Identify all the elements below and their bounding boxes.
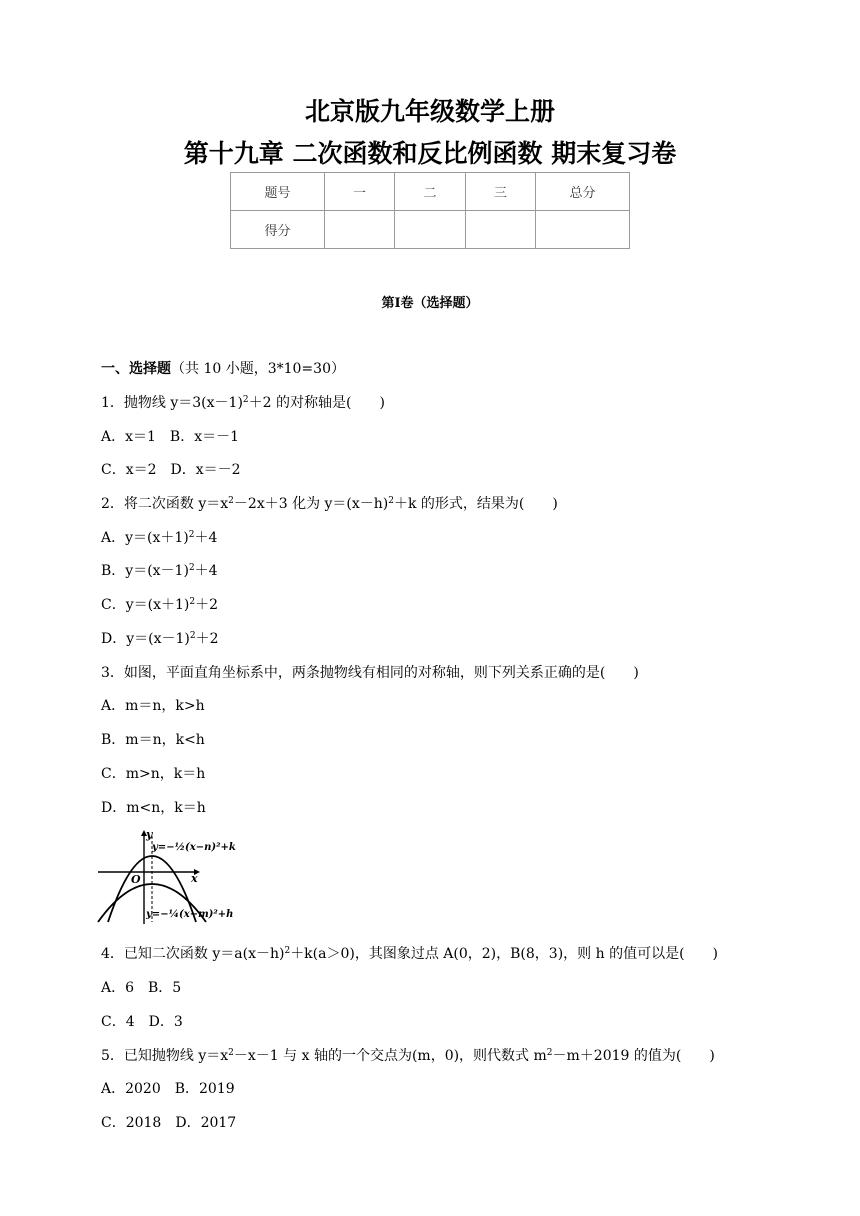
q2-option-b-pre: B．y＝(x－1) [101, 563, 189, 579]
q2-stem-b: －2x＋3 化为 y＝(x－h) [233, 496, 389, 512]
cell-blank [536, 211, 630, 249]
axis-label-x: x [191, 872, 198, 885]
q2-option-b-post: ＋4 [194, 563, 218, 579]
q2-option-a-pre: A．y＝(x＋1) [101, 530, 189, 546]
q4-stem-b: ＋k(a＞0)，其图象过点 A(0，2)，B(8，3)，则 h 的值可以是( ) [290, 946, 719, 962]
superscript: 2 [546, 1048, 553, 1058]
axis-label-y: y [146, 828, 153, 841]
q2-stem-c: ＋k 的形式，结果为( ) [394, 496, 558, 512]
q2-option-c-post: ＋2 [195, 597, 219, 613]
q2-option-c [101, 596, 218, 614]
q2-option-c-pre: C．y＝(x＋1) [101, 597, 190, 613]
q1-stem-b: ＋2 的对称轴是( ) [248, 395, 385, 411]
q5-stem-b: －x－1 与 x 轴的一个交点为(m，0)，则代数式 m [233, 1048, 547, 1064]
score-table [230, 172, 630, 249]
q3-option-d: D．m<n，k＝h [101, 800, 206, 816]
q2-stem-a: 2．将二次函数 y＝x [101, 496, 229, 512]
cell-header: 一 [325, 173, 395, 211]
q5-stem-c: －m＋2019 的值为( ) [552, 1048, 715, 1064]
q1-options-cd: C．x＝2 D．x＝－2 [101, 462, 241, 478]
doc-title: 北京版九年级数学上册 [304, 97, 555, 126]
section-title: 第Ⅰ卷（选择题） [381, 296, 479, 311]
q5-stem [101, 1047, 715, 1065]
q2-option-a-post: ＋4 [194, 530, 218, 546]
superscript: 2 [188, 563, 195, 573]
q4-stem-a: 4．已知二次函数 y＝a(x－h) [101, 946, 285, 962]
score-table-score-row [231, 211, 630, 249]
origin-label: O [131, 873, 141, 886]
q4-stem [101, 945, 718, 963]
cell-header: 二 [395, 173, 466, 211]
q2-stem [101, 495, 558, 513]
cell-blank [325, 211, 395, 249]
q4-options-cd: C．4 D．3 [101, 1014, 183, 1030]
cell-header: 三 [466, 173, 536, 211]
parabola-figure [96, 826, 266, 926]
cell-blank [395, 211, 466, 249]
superscript: 2 [228, 1048, 234, 1058]
q3-option-a: A．m＝n，k>h [101, 698, 205, 714]
q2-option-d-pre: D．y＝(x－1) [101, 631, 190, 647]
superscript: 2 [189, 631, 196, 641]
cell-header: 题号 [231, 173, 325, 211]
part-heading [101, 360, 345, 378]
q2-option-b [101, 562, 218, 580]
q1-stem [101, 394, 385, 412]
q5-stem-a: 5．已知抛物线 y＝x [101, 1048, 229, 1064]
q5-options-ab: A．2020 B．2019 [101, 1081, 235, 1097]
upper-curve-label: y=−½(x−n)²+k [152, 842, 236, 853]
q1-stem-a: 1．抛物线 y＝3(x－1) [101, 395, 243, 411]
q2-option-a [101, 529, 217, 547]
cell-header: 总分 [536, 173, 630, 211]
lower-curve-label: y=−¼(x−m)²+h [146, 909, 234, 920]
q3-stem: 3．如图，平面直角坐标系中，两条抛物线有相同的对称轴，则下列关系正确的是( ) [101, 665, 639, 681]
superscript: 2 [242, 395, 249, 405]
superscript: 2 [189, 597, 196, 607]
part-heading-label: 一、选择题 [101, 361, 171, 377]
cell-label: 得分 [231, 211, 325, 249]
superscript: 2 [188, 530, 195, 540]
q1-options-ab: A．x＝1 B．x＝－1 [101, 429, 240, 445]
cell-blank [466, 211, 536, 249]
superscript: 2 [284, 946, 291, 956]
score-table-header-row [231, 173, 630, 211]
part-heading-note: （共 10 小题，3*10=30） [171, 361, 345, 377]
q4-options-ab: A．6 B．5 [101, 980, 182, 996]
q5-options-cd: C．2018 D．2017 [101, 1115, 237, 1131]
q3-option-b: B．m＝n，k<h [101, 732, 205, 748]
q3-option-c: C．m>n，k＝h [101, 766, 206, 782]
doc-subtitle: 第十九章 二次函数和反比例函数 期末复习卷 [183, 139, 677, 168]
q2-option-d [101, 630, 219, 648]
superscript: 2 [388, 496, 394, 506]
superscript: 2 [228, 496, 234, 506]
q2-option-d-post: ＋2 [195, 631, 219, 647]
